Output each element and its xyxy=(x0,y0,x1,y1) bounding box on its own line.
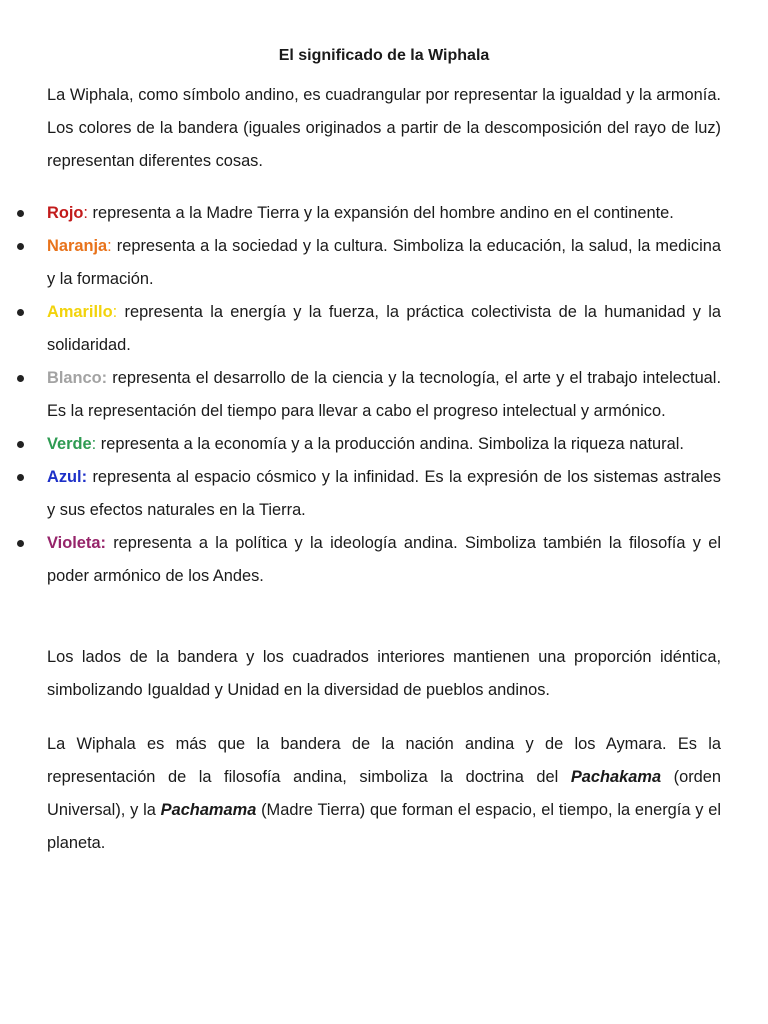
bullet-icon xyxy=(17,243,24,250)
color-description: representa la energía y la fuerza, la práctica colectivista de la humanidad y la solidaridad. xyxy=(47,303,721,354)
intro-paragraph: La Wiphala, como símbolo andino, es cuadrangular por representar la igualdad y la armonía. Los colores de la bandera (iguales originados a partir de la descomposición del rayo de luz) representan diferentes cosas. xyxy=(47,86,721,170)
term-pachakama: Pachakama xyxy=(570,768,662,786)
color-name-azul: Azul: xyxy=(47,468,88,486)
bullet-icon xyxy=(17,309,24,316)
list-item-blanco xyxy=(0,362,721,428)
color-description: representa a la política y la ideología andina. Simboliza también la filosofía y el poder armónico de los Andes. xyxy=(47,534,721,585)
color-separator: : xyxy=(91,435,97,453)
list-item-rojo xyxy=(0,197,721,230)
color-description: representa a la sociedad y la cultura. Simboliza la educación, la salud, la medicina y la formación. xyxy=(47,237,721,288)
paragraph-text: (Madre Tierra) que forman el espacio, el tiempo, la energía y el planeta. xyxy=(47,801,721,852)
color-separator: : xyxy=(83,204,88,222)
bullet-icon xyxy=(17,375,24,382)
proportion-paragraph: Los lados de la bandera y los cuadrados interiores mantienen una proporción idéntica, simbolizando Igualdad y Unidad en la diversidad de pueblos andinos. xyxy=(47,648,721,699)
color-meaning-list xyxy=(0,197,768,593)
philosophy-paragraph xyxy=(47,728,721,860)
bullet-icon xyxy=(17,540,24,547)
bullet-icon xyxy=(17,441,24,448)
color-name-blanco: Blanco: xyxy=(47,369,108,387)
bullet-icon xyxy=(17,210,24,217)
list-item-naranja xyxy=(0,230,721,296)
color-description: representa el desarrollo de la ciencia y la tecnología, el arte y el trabajo intelectual. Es la representación del tiempo para llevar a cabo el progreso intelectual y armónico. xyxy=(47,369,721,420)
color-name-amarillo: Amarillo xyxy=(47,303,113,321)
color-description: representa al espacio cósmico y la infinidad. Es la expresión de los sistemas astrales y sus efectos naturales en la Tierra. xyxy=(47,468,721,519)
color-name-naranja: Naranja xyxy=(47,237,108,255)
list-item-azul xyxy=(0,461,721,527)
color-description: representa a la Madre Tierra y la expansión del hombre andino en el continente. xyxy=(87,204,674,222)
color-name-rojo: Rojo xyxy=(47,204,84,222)
paragraph-text: (orden Universal), y la xyxy=(47,768,722,819)
term-pachamama: Pachamama xyxy=(160,801,257,819)
bullet-icon xyxy=(17,474,24,481)
color-name-verde: Verde xyxy=(47,435,92,453)
document-title: El significado de la Wiphala xyxy=(278,47,490,64)
color-name-violeta: Violeta: xyxy=(47,534,106,552)
list-item-verde xyxy=(0,428,721,461)
paragraph-text: La Wiphala es más que la bandera de la nación andina y de los Aymara. Es la representación de la filosofía andina, simboliza la doctrina del xyxy=(47,735,721,786)
list-item-violeta xyxy=(0,527,721,593)
color-description: representa a la economía y a la producción andina. Simboliza la riqueza natural. xyxy=(96,435,684,453)
list-item-amarillo xyxy=(0,296,721,362)
color-separator: : xyxy=(112,303,118,321)
color-separator: : xyxy=(107,237,112,255)
